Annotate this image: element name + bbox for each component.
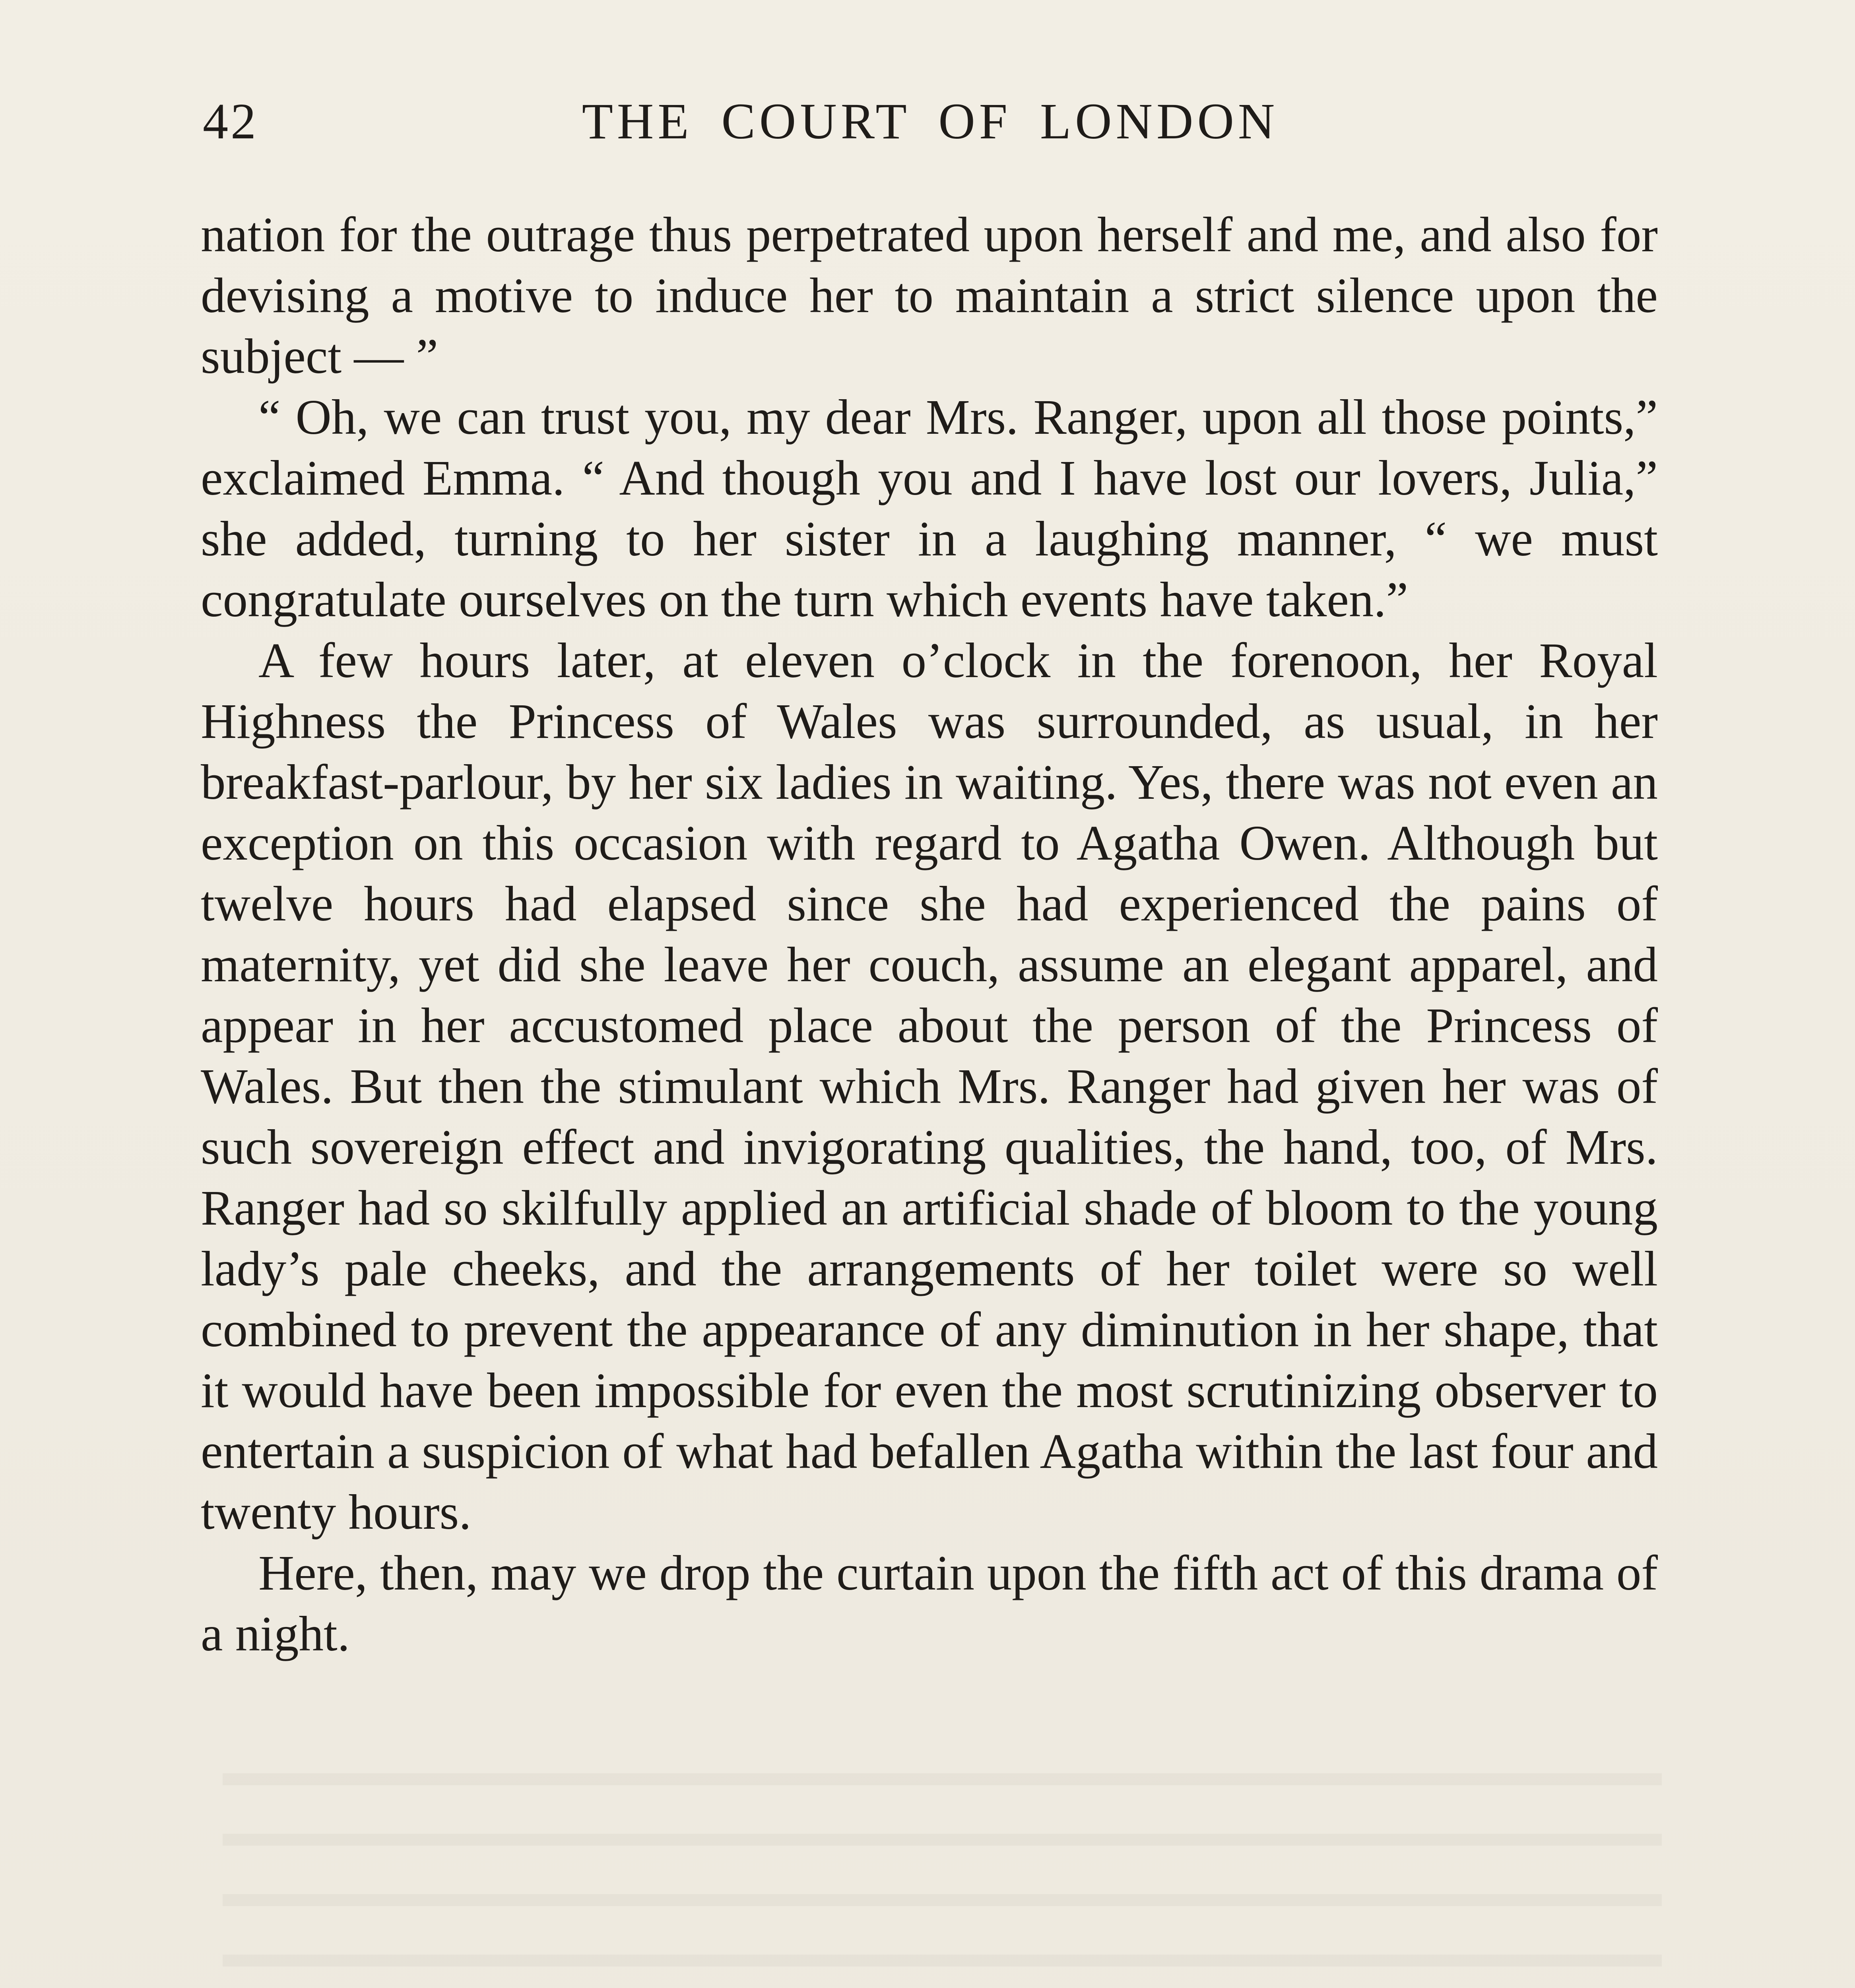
paragraph-narrative: A few hours later, at eleven o’clock in the forenoon, her Royal Highness the Princess of Wales was surrounded, as usual, in her breakfast-parlour, by her six ladies in waiting. Yes, there was not even an exception on this occasion with regard to Agatha Owen. Although but twelve hours had elapsed since she had experienced the pains of maternity, yet did she leave her couch, assume an elegant apparel, and appear in her accustomed place about the person of the Princess of Wales. But then the stimulant which Mrs. Ranger had given her was of such sovereign effect and invigorating qualities, the hand, too, of Mrs. Ranger had so skilfully applied an artificial shade of bloom to the young lady’s pale cheeks, and the arrangements of her toilet were so well combined to prevent the appearance of any diminution in her shape, that it would have been impossible for even the most scrutinizing observer to entertain a suspicion of what had befallen Agatha within the last four and twenty hours. xyxy=(201,633,1658,1540)
paragraph-continuation: nation for the outrage thus perpetrated upon herself and me, and also for devising a motive to induce her to maintain a strict silence upon the subject — ” xyxy=(201,208,1658,384)
reverse-side-show-through xyxy=(223,1730,1662,1988)
body-text xyxy=(201,205,1658,1665)
page-number: 42 xyxy=(203,93,258,149)
paragraph-closing: Here, then, may we drop the curtain upon the fifth act of this drama of a night. xyxy=(201,1546,1658,1662)
running-head: THE COURT OF LONDON xyxy=(582,93,1279,149)
paragraph-dialogue: “ Oh, we can trust you, my dear Mrs. Ranger, upon all those points,” exclaimed Emma. “ And though you and I have lost our lovers, Julia,” she added, turning to her sister in a laughing manner, “ we must congratulate ourselves on the turn which events have taken.” xyxy=(201,390,1658,627)
page-header xyxy=(203,89,1658,153)
